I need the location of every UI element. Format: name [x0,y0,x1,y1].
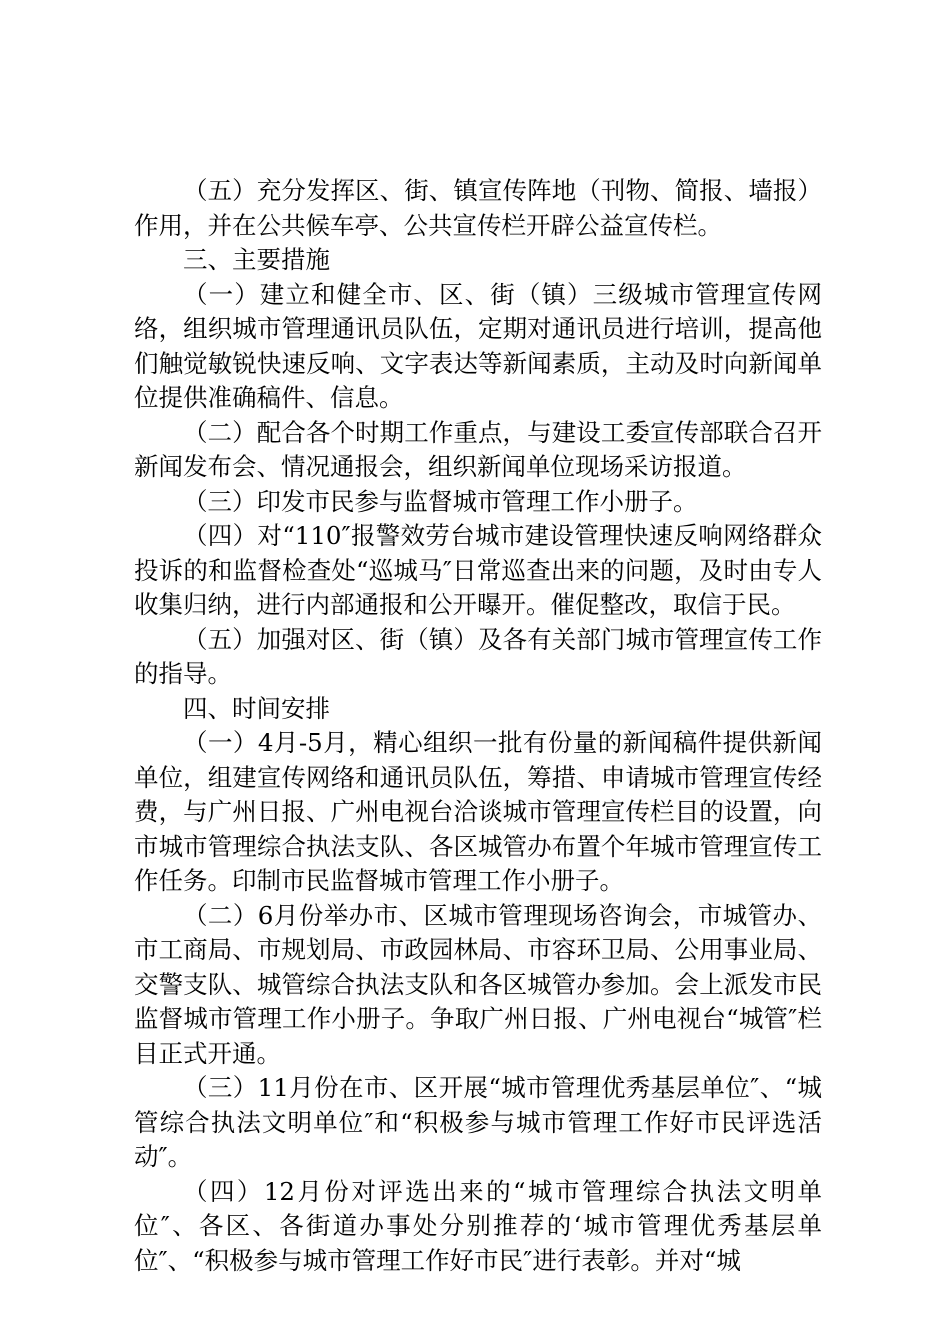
paragraph-schedule-1: （一）4月-5月，精心组织一批有份量的新闻稿件提供新闻单位，组建宣传网络和通讯员队伍，筹措、申请城市管理宣传经费，与广州日报、广州电视台洽谈城市管理宣传栏目的设置，向市城市管理综合执法支队、各区城管办布置个年城市管理宣传工作任务。印制市民监督城市管理工作小册子。 [134,728,822,895]
section-heading-main-measures: 三、主要措施 [183,245,330,274]
paragraph-measure-5: （五）加强对区、街（镇）及各有关部门城市管理宣传工作的指导。 [134,624,822,688]
paragraph-measure-1: （一）建立和健全市、区、街（镇）三级城市管理宣传网络，组织城市管理通讯员队伍，定期对通讯员进行培训，提高他们触觉敏锐快速反响、文字表达等新闻素质，主动及时向新闻单位提供准确稿件、信息。 [134,279,822,412]
paragraph-schedule-2: （二）6月份举办市、区城市管理现场咨询会，市城管办、市工商局、市规划局、市政园林局、市容环卫局、公用事业局、交警支队、城管综合执法支队和各区城管办参加。会上派发市民监督城市管理工作小册子。争取广州日报、广州电视台“城管″栏目正式开通。 [134,900,822,1068]
section-heading-schedule: 四、时间安排 [183,693,330,723]
document-body [134,174,822,1278]
paragraph-measure-3: （三）印发市民参与监督城市管理工作小册子。 [183,486,698,516]
paragraph-schedule-3: （三）11月份在市、区开展“城市管理优秀基层单位″、“城管综合执法文明单位″和“积极参与城市管理工作好市民评选活动″。 [134,1073,822,1171]
paragraph-publicity-venues: （五）充分发挥区、街、镇宣传阵地（刊物、简报、墙报）作用，并在公共候车亭、公共宣传栏开辟公益宣传栏。 [134,176,822,240]
paragraph-measure-2: （二）配合各个时期工作重点，与建设工委宣传部联合召开新闻发布会、情况通报会，组织新闻单位现场采访报道。 [134,417,822,481]
paragraph-measure-4: （四）对“110″报警效劳台城市建设管理快速反响网络群众投诉的和监督检查处“巡城马″日常巡查出来的问题，及时由专人收集归纳，进行内部通报和公开曝开。催促整改，取信于民。 [134,521,822,619]
paragraph-schedule-4: （四）12月份对评选出来的“城市管理综合执法文明单位″、各区、各街道办事处分别推荐的‘城市管理优秀基层单位″、“积极参与城市管理工作好市民″进行表彰。并对“城 [134,1176,822,1275]
